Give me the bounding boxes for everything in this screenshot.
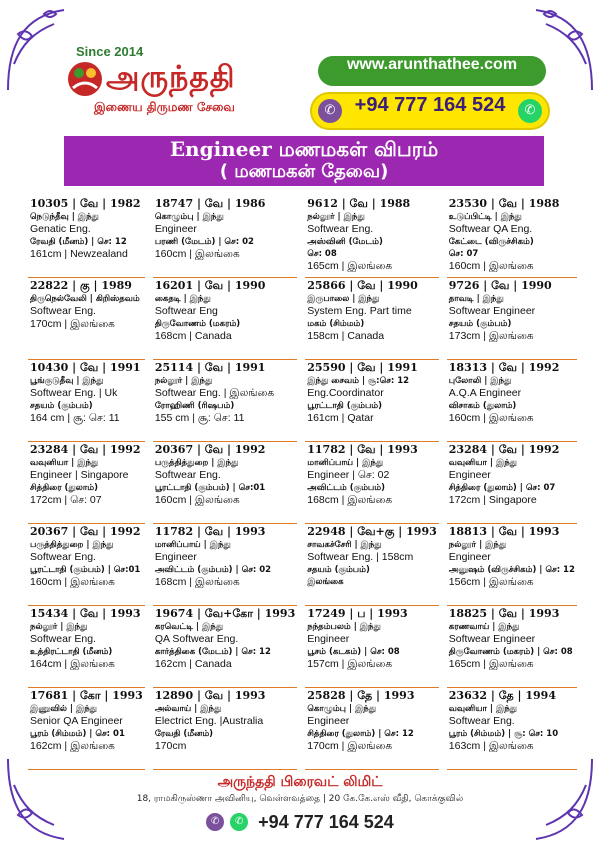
profile-line: மகம் (சிம்மம்) <box>307 319 365 329</box>
profile-line: பருத்தித்துறை | இந்து <box>30 540 114 550</box>
profile-line: 158cm | Canada <box>307 330 385 342</box>
profile-line: 161cm | Newzealand <box>30 248 128 260</box>
profile-line: இருபாலை | இந்து <box>307 294 380 304</box>
profile-id: 23284 <box>448 443 488 456</box>
profile-line: அல்வாய் | இந்து <box>154 704 222 714</box>
profile-line: 160cm | இலங்கை <box>30 576 115 588</box>
profile-rel: வே <box>357 279 376 292</box>
profile-card[interactable] <box>153 524 297 606</box>
profile-line: 170cm <box>154 740 187 752</box>
profile-rel: வே <box>204 361 224 374</box>
profile-line: Engineer <box>154 223 197 235</box>
profile-card[interactable] <box>447 524 577 606</box>
profile-line: வவுனியா | இந்து <box>448 458 518 468</box>
profile-card[interactable] <box>28 278 145 360</box>
profile-header: 25828 | தே | 1993 <box>307 689 415 702</box>
profile-header: 20367 | வே | 1992 <box>30 525 141 538</box>
profile-id: 23284 <box>30 443 69 456</box>
profile-header: 23284 | வே | 1992 <box>448 443 560 456</box>
profile-line: Genatic Eng. <box>30 223 91 235</box>
profile-card[interactable] <box>447 278 577 360</box>
profile-year: 1993 <box>383 689 415 702</box>
profile-card[interactable] <box>305 524 439 606</box>
profile-line: திருநெல்வேலி | கிறிஸ்தவம் <box>30 294 140 304</box>
profile-line: Eng.Coordinator <box>307 387 384 399</box>
profile-year: 1986 <box>234 197 266 210</box>
profile-id: 23530 <box>448 197 488 210</box>
profile-card[interactable] <box>153 688 297 770</box>
profile-header: 11782 | வே | 1993 <box>307 443 418 456</box>
profile-line: Softwear QA Eng. <box>448 223 533 235</box>
profile-line: நல்லூர் | இந்து <box>154 376 213 386</box>
profile-header: 17681 | கோ | 1993 <box>30 689 143 702</box>
profile-year: 1993 <box>234 525 266 538</box>
profile-line: திருவோணம் (மகரம்) | செ: 08 <box>448 647 573 657</box>
profile-line: இலங்கை <box>307 577 344 587</box>
profile-id: 23632 <box>448 689 488 702</box>
profile-line: 164cm | இலங்கை <box>30 658 115 670</box>
profile-card[interactable] <box>153 360 297 442</box>
profile-year: 1993 <box>377 607 408 620</box>
profile-year: 1993 <box>528 607 560 620</box>
profile-line: 156cm | இலங்கை <box>448 576 534 588</box>
profile-line: Engineer <box>307 715 350 727</box>
profile-line: செ: 08 <box>307 249 337 259</box>
profile-card[interactable] <box>153 278 297 360</box>
profile-header: 25114 | வே | 1991 <box>154 361 266 374</box>
profile-line: 172cm | செ: 07 <box>30 494 102 506</box>
profile-line: கொழும்பு | இந்து <box>154 212 224 222</box>
profile-year: 1993 <box>528 525 560 538</box>
profile-year: 1992 <box>528 443 560 456</box>
profile-line: 163cm | இலங்கை <box>448 740 534 752</box>
profile-line: பூரம் (சிம்மம்) | சூ: செ: 10 <box>448 729 559 739</box>
profile-id: 18313 <box>448 361 488 374</box>
profile-id: 25590 <box>307 361 346 374</box>
title-banner <box>64 136 544 186</box>
profile-line: 162cm | இலங்கை <box>30 740 115 752</box>
profile-line: System Eng. Part time <box>307 305 412 317</box>
profile-line: வவுனியா | இந்து <box>30 458 99 468</box>
profile-line: 155 cm | சூ: செ: 11 <box>154 412 245 424</box>
brand-name: அருந்ததி <box>106 60 236 95</box>
profile-rel: வே <box>204 197 224 210</box>
profile-year: 1992 <box>109 525 141 538</box>
profile-line: பூரட்டாதி (கும்பம்) <box>307 401 383 411</box>
profile-line: 161cm | Qatar <box>307 412 374 424</box>
profile-line: விசாகம் (துலாம்) <box>448 401 517 411</box>
profile-card[interactable] <box>447 688 577 770</box>
profile-rel: வே <box>79 361 99 374</box>
company-name: அருந்ததி பிரைவட் லிமிட் <box>217 774 383 790</box>
profile-card[interactable] <box>447 442 577 524</box>
profile-card[interactable] <box>28 196 145 278</box>
profile-line: இணுவில் | இந்து <box>30 704 98 714</box>
profile-header: 9726 | வே | 1990 <box>448 279 552 292</box>
profile-line: 172cm | Singapore <box>448 494 537 506</box>
profile-line: 170cm | இலங்கை <box>307 740 393 752</box>
profile-line: புலோலி | இந்து <box>448 376 512 386</box>
profile-card[interactable] <box>305 606 439 688</box>
profile-line: அனுஷம் (விருச்சிகம்) | செ: 12 <box>448 565 575 575</box>
profile-card[interactable] <box>447 360 577 442</box>
profile-card[interactable] <box>28 360 145 442</box>
profile-line: Softwear Eng. <box>30 551 96 563</box>
profile-year: 1993 <box>109 607 141 620</box>
viber-icon: ✆ <box>318 99 342 123</box>
profile-year: 1993 <box>387 443 418 456</box>
profile-rel: வே <box>498 525 518 538</box>
profile-line: அவிட்டம் (கும்பம்) | செ: 02 <box>154 565 272 575</box>
profile-line: கேட்டை (விருச்சிகம்) <box>448 237 534 247</box>
profile-id: 19674 <box>154 607 194 620</box>
profile-year: 1990 <box>521 279 552 292</box>
profile-header: 20367 | வே | 1992 <box>154 443 266 456</box>
profile-line: செ: 07 <box>448 249 479 259</box>
profile-line: பூசம் (கடகம்) | செ: 08 <box>307 647 400 657</box>
profile-line: உடுப்பிட்டி | இந்து <box>448 212 522 222</box>
profile-line: சதயம் (கும்பம்) <box>448 319 512 329</box>
footer-contact[interactable] <box>0 810 600 834</box>
profile-rel: வே <box>498 607 518 620</box>
profile-card[interactable] <box>28 688 145 770</box>
profile-id: 9726 <box>448 279 480 292</box>
profile-line: Senior QA Engineer <box>30 715 123 727</box>
profile-line: A.Q.A Engineer <box>448 387 522 399</box>
profile-id: 20367 <box>154 443 194 456</box>
profile-line: 165cm | இலங்கை <box>307 260 393 272</box>
profile-line: சதயம் (கும்பம்) <box>30 401 93 411</box>
profile-header: 25590 | வே | 1991 <box>307 361 418 374</box>
profile-card[interactable] <box>28 524 145 606</box>
profile-line: 173cm | இலங்கை <box>448 330 534 342</box>
profile-year: 1988 <box>379 197 411 210</box>
profile-rel: வே <box>204 525 224 538</box>
tagline: இணைய திருமண சேவை <box>94 100 235 114</box>
profile-line: உத்திரட்டாதி (மீனம்) <box>30 647 113 657</box>
profile-id: 25114 <box>154 361 194 374</box>
profile-year: 1991 <box>387 361 418 374</box>
profile-line: ரேவதி (மீனம்) <box>154 729 214 739</box>
whatsapp-icon: ✆ <box>518 99 542 123</box>
profile-header: 23530 | வே | 1988 <box>448 197 560 210</box>
profile-id: 22822 <box>30 279 69 292</box>
profile-line: நல்லூர் | இந்து <box>307 212 365 222</box>
profile-id: 11782 <box>307 443 346 456</box>
viber-icon: ✆ <box>206 813 224 831</box>
profile-line: 160cm | இலங்கை <box>448 260 534 272</box>
profile-id: 10305 <box>30 197 69 210</box>
profile-rel: கு <box>79 279 90 292</box>
profile-year: 1982 <box>109 197 141 210</box>
profile-rel: வே <box>498 361 518 374</box>
profile-line: சதயம் (கும்பம்) <box>307 565 370 575</box>
since-label: Since 2014 <box>76 44 144 59</box>
phone-number: +94 777 164 524 <box>354 94 506 116</box>
profile-id: 25828 <box>307 689 346 702</box>
profile-line: 168cm | இலங்கை <box>154 576 240 588</box>
profile-id: 16201 <box>154 279 194 292</box>
profile-line: வவுனியா | இந்து <box>448 704 518 714</box>
profile-header: 18747 | வே | 1986 <box>154 197 266 210</box>
phone-badge[interactable] <box>312 94 548 128</box>
profile-line: ரோஹிணி (ரிஷபம்) <box>154 401 235 411</box>
profile-header: 10305 | வே | 1982 <box>30 197 141 210</box>
company-address: 18, ராமகிருஸ்ணா அவினியு, வெள்ளவத்தை | 20 கே.கே.எஸ் வீதி, கொக்குவில் <box>136 794 464 804</box>
profile-line: Engineer <box>154 551 197 563</box>
profile-id: 12890 <box>154 689 194 702</box>
profile-line: பூரட்டாதி (கும்பம்) | செ:01 <box>154 483 266 493</box>
profile-year: 1992 <box>234 443 266 456</box>
profile-year: 1991 <box>234 361 266 374</box>
profile-header: 17249 | ப | 1993 <box>307 607 408 620</box>
profile-card[interactable] <box>153 196 297 278</box>
profile-line: 164 cm | சூ: செ: 11 <box>30 412 120 424</box>
banner-subtitle: ( மணமகன் தேவை) <box>219 161 389 182</box>
profile-rel: கோ <box>79 689 101 702</box>
profile-header: 25866 | வே | 1990 <box>307 279 418 292</box>
profile-rel: வே <box>498 443 518 456</box>
profile-line: 170cm | இலங்கை <box>30 318 115 330</box>
profile-line: தாவடி | இந்து <box>448 294 504 304</box>
profile-line: பூரம் (சிம்மம்) | செ: 01 <box>30 729 125 739</box>
profile-card[interactable] <box>305 278 439 360</box>
whatsapp-icon: ✆ <box>230 813 248 831</box>
profile-header: 10430 | வே | 1991 <box>30 361 141 374</box>
profile-card[interactable] <box>447 196 577 278</box>
profile-rel: வே <box>79 443 99 456</box>
profile-rel: வே <box>79 197 99 210</box>
profile-id: 25866 <box>307 279 346 292</box>
profile-line: நல்லூர் | இந்து <box>30 622 88 632</box>
profile-card[interactable] <box>305 360 439 442</box>
profile-line: பூரட்டாதி (கும்பம்) | செ:01 <box>30 565 141 575</box>
profile-id: 11782 <box>154 525 194 538</box>
profile-line: Softwear Eng. | இலங்கை <box>154 387 275 399</box>
profile-header: 18313 | வே | 1992 <box>448 361 560 374</box>
profile-line: Softwear Engineer <box>448 633 536 645</box>
website-link[interactable]: www.arunthathee.com <box>318 56 546 86</box>
profile-year: 1993 <box>264 607 296 620</box>
profile-header: 18825 | வே | 1993 <box>448 607 560 620</box>
profile-card[interactable] <box>28 442 145 524</box>
profile-line: Softwear Eng <box>154 305 218 317</box>
profile-line: Engineer | Singapore <box>30 469 129 481</box>
profile-line: கரணவாய் | இந்து <box>448 622 520 632</box>
profile-rel: வே <box>204 443 224 456</box>
profile-id: 18747 <box>154 197 194 210</box>
profile-line: QA Softwear Eng. <box>154 633 239 645</box>
profile-line: மானிப்பாய் | இந்து <box>307 458 384 468</box>
profile-id: 18825 <box>448 607 488 620</box>
profile-rel: வே <box>204 689 224 702</box>
profile-line: பரணி (மேடம்) | செ: 02 <box>154 237 254 247</box>
profile-line: Softwear Eng. <box>448 715 515 727</box>
profile-card[interactable] <box>305 196 439 278</box>
profile-line: 162cm | Canada <box>154 658 232 670</box>
profile-line: Softwear Eng. <box>30 305 96 317</box>
profile-line: சாவகச்சேரி | இந்து <box>307 540 382 550</box>
profile-rel: வே <box>79 525 99 538</box>
profile-header: 23632 | தே | 1994 <box>448 689 556 702</box>
profile-line: கரவெட்டி | இந்து <box>154 622 224 632</box>
profile-header: 12890 | வே | 1993 <box>154 689 266 702</box>
profile-line: 157cm | இலங்கை <box>307 658 393 670</box>
profile-line: Softwear Eng. <box>154 469 221 481</box>
profile-card[interactable] <box>447 606 577 688</box>
profile-line: 160cm | இலங்கை <box>154 248 240 260</box>
profile-line: Engineer <box>448 469 491 481</box>
profile-line: கைதடி | இந்து <box>154 294 211 304</box>
profile-year: 1990 <box>387 279 418 292</box>
profile-id: 17249 <box>307 607 346 620</box>
profile-header: 19674 | வே+கோ | 1993 <box>154 607 296 620</box>
profile-year: 1990 <box>234 279 266 292</box>
profile-line: கொழும்பு | இந்து <box>307 704 377 714</box>
profile-header: 16201 | வே | 1990 <box>154 279 266 292</box>
profile-rel: வே <box>357 443 376 456</box>
profile-line: 160cm | இலங்கை <box>154 494 240 506</box>
profile-header: 9612 | வே | 1988 <box>307 197 411 210</box>
profile-line: 165cm | இலங்கை <box>448 658 534 670</box>
profile-year: 1992 <box>528 361 560 374</box>
profile-id: 9612 <box>307 197 338 210</box>
profile-line: சித்திரை (துலாம்) | செ: 12 <box>307 729 414 739</box>
profile-rel: வே+கோ <box>204 607 253 620</box>
profile-rel: வே <box>204 279 224 292</box>
profile-line: ரேவதி (மீனம்) | செ: 12 <box>30 237 127 247</box>
profile-line: Softwear Eng. | Uk <box>30 387 118 399</box>
profile-card[interactable] <box>153 442 297 524</box>
profile-rel: வே <box>498 197 518 210</box>
profile-line: Engineer <box>448 551 491 563</box>
profile-header: 15434 | வே | 1993 <box>30 607 141 620</box>
profile-line: Electrict Eng. |Australia <box>154 715 264 727</box>
profile-rel: வே <box>349 197 368 210</box>
profile-card[interactable] <box>305 442 439 524</box>
profile-year: 1988 <box>528 197 560 210</box>
profile-id: 22948 <box>307 525 346 538</box>
logo-icon <box>64 58 106 100</box>
profile-line: 160cm | இலங்கை <box>448 412 534 424</box>
profile-line: Softwear Eng. | 158cm <box>307 551 414 563</box>
profile-header: 18813 | வே | 1993 <box>448 525 560 538</box>
profile-line: நெடுந்தீவு | இந்து <box>30 212 99 222</box>
profile-rel: வே <box>491 279 510 292</box>
profile-header: 22948 | வே+கு | 1993 <box>307 525 437 538</box>
profile-line: நந்தம்பலம் | இந்து <box>307 622 381 632</box>
profile-year: 1989 <box>101 279 132 292</box>
profile-card[interactable] <box>305 688 439 770</box>
profile-card[interactable] <box>153 606 297 688</box>
profile-line: அஸ்வினி (மேடம்) <box>307 237 383 247</box>
profile-year: 1991 <box>109 361 141 374</box>
profile-card[interactable] <box>28 606 145 688</box>
profile-id: 10430 <box>30 361 69 374</box>
profile-grid <box>28 196 576 770</box>
profile-rel: தே <box>498 689 514 702</box>
profile-line: திருவோணம் (மகரம்) <box>154 319 241 329</box>
profile-line: Softwear Eng. <box>30 633 96 645</box>
profile-line: அவிட்டம் (கும்பம்) <box>307 483 385 493</box>
profile-rel: தே <box>357 689 373 702</box>
profile-year: 1993 <box>234 689 266 702</box>
profile-line: Engineer <box>307 633 350 645</box>
profile-line: இந்து சைவம் | சூ:செ: 12 <box>307 376 410 386</box>
profile-line: கார்த்திகை (மேடம்) | செ: 12 <box>154 647 271 657</box>
profile-line: சித்திரை (துலாம்) | செ: 07 <box>448 483 556 493</box>
profile-year: 1994 <box>525 689 556 702</box>
profile-line: 168cm | இலங்கை <box>307 494 393 506</box>
profile-id: 17681 <box>30 689 69 702</box>
profile-year: 1993 <box>406 525 437 538</box>
profile-line: Softwear Eng. <box>307 223 374 235</box>
profile-header: 23284 | வே | 1992 <box>30 443 141 456</box>
profile-year: 1993 <box>112 689 143 702</box>
banner-title: Engineer மணமகள் விபரம் <box>169 137 439 161</box>
profile-id: 15434 <box>30 607 69 620</box>
profile-line: பூங்குடுதீவு | இந்து <box>30 376 104 386</box>
profile-line: Softwear Engineer <box>448 305 536 317</box>
profile-line: மானிப்பாய் | இந்து <box>154 540 231 550</box>
profile-id: 18813 <box>448 525 488 538</box>
profile-line: Engineer | செ: 02 <box>307 469 390 481</box>
profile-header: 22822 | கு | 1989 <box>30 279 132 292</box>
profile-line: 168cm | Canada <box>154 330 232 342</box>
profile-line: சித்திரை (துலாம்) <box>30 483 99 493</box>
footer-phone-number: +94 777 164 524 <box>258 811 394 832</box>
profile-rel: ப <box>357 607 366 620</box>
profile-line: பருத்தித்துறை | இந்து <box>154 458 239 468</box>
profile-rel: வே <box>79 607 99 620</box>
profile-year: 1992 <box>109 443 141 456</box>
profile-rel: வே <box>357 361 376 374</box>
profile-id: 20367 <box>30 525 69 538</box>
profile-rel: வே+கு <box>357 525 395 538</box>
profile-header: 11782 | வே | 1993 <box>154 525 266 538</box>
profile-line: நல்லூர் | இந்து <box>448 540 507 550</box>
